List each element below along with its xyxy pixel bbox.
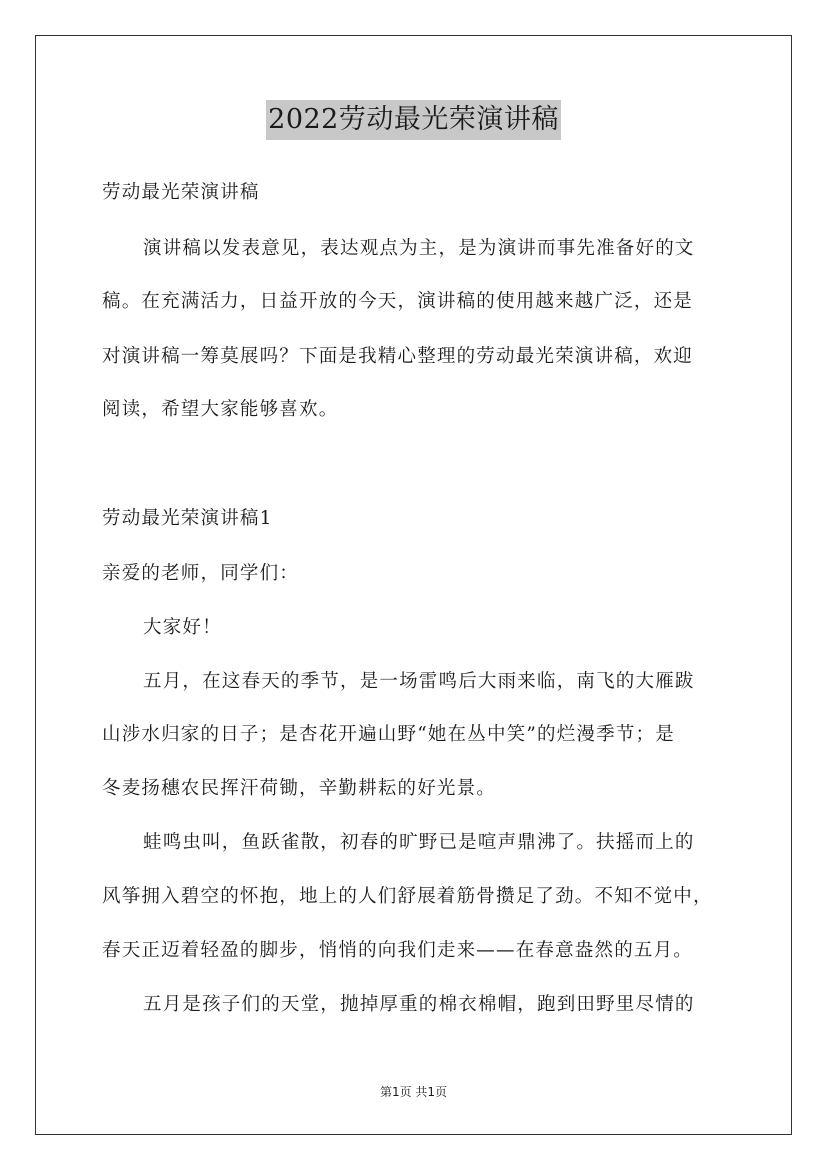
paragraph-line: 冬麦扬穗农民挥汗荷锄，辛勤耕耘的好光景。 xyxy=(102,778,497,799)
section-heading: 劳动最光荣演讲稿1 xyxy=(102,508,273,529)
salutation: 亲爱的老师，同学们： xyxy=(102,563,300,584)
page-number: 第1页 共1页 xyxy=(379,1085,448,1099)
paragraph-line: 演讲稿以发表意见，表达观点为主，是为演讲而事先准备好的文 xyxy=(143,238,695,259)
paragraph-line: 蛙鸣虫叫，鱼跃雀散，初春的旷野已是喧声鼎沸了。扶摇而上的 xyxy=(143,832,695,853)
paragraph-line: 五月是孩子们的天堂，抛掉厚重的棉衣棉帽，跑到田野里尽情的 xyxy=(143,994,695,1015)
title-container xyxy=(0,100,827,140)
paragraph-line: 阅读，希望大家能够喜欢。 xyxy=(102,399,339,420)
paragraph-line: 风筝拥入碧空的怀抱，地上的人们舒展着筋骨攒足了劲。不知不觉中， xyxy=(102,886,713,907)
paragraph-line: 五月，在这春天的季节，是一场雷鸣后大雨来临，南飞的大雁跋 xyxy=(143,671,695,692)
subtitle: 劳动最光荣演讲稿 xyxy=(102,182,260,203)
greeting: 大家好！ xyxy=(143,617,222,638)
paragraph-line: 春天正迈着轻盈的脚步，悄悄的向我们走来——在春意盎然的五月。 xyxy=(102,940,694,961)
document-title: 2022劳动最光荣演讲稿 xyxy=(266,100,561,140)
paragraph-line: 稿。在充满活力，日益开放的今天，演讲稿的使用越来越广泛，还是 xyxy=(102,291,694,312)
paragraph-line: 对演讲稿一筹莫展吗？下面是我精心整理的劳动最光荣演讲稿，欢迎 xyxy=(102,346,694,367)
paragraph-line: 山涉水归家的日子；是杏花开遍山野“她在丛中笑”的烂漫季节；是 xyxy=(102,724,675,745)
